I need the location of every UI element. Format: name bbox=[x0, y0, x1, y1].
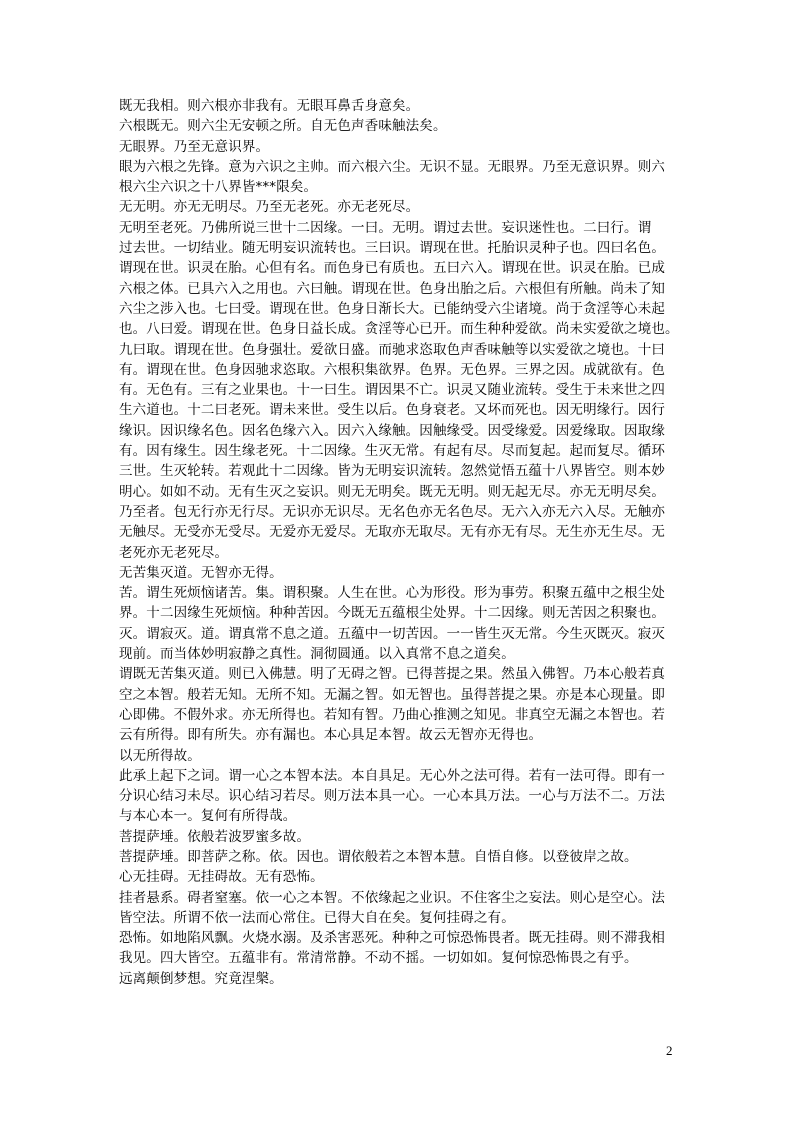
text-line: 也。八曰爱。谓现在世。色身日益长成。贪淫等心已开。而生种种爱欲。尚未实爱欲之境也。 bbox=[119, 321, 679, 338]
text-line: 界。十二因缘生死烦恼。种种苦因。今既无五蕴根尘处界。十二因缘。则无苦因之积聚也。 bbox=[119, 605, 665, 622]
text-line: 心无挂碍。无挂碍故。无有恐怖。 bbox=[119, 869, 324, 886]
text-line: 老死亦无老死尽。 bbox=[119, 544, 229, 561]
text-line: 九曰取。谓现在世。色身强壮。爱欲日盛。而驰求恣取色声香味触等以实爱欲之境也。十曰 bbox=[119, 341, 665, 358]
text-line: 既无我相。则六根亦非我有。无眼耳鼻舌身意矣。 bbox=[119, 98, 420, 114]
text-line: 根六尘六识之十八界皆***限矣。 bbox=[119, 179, 318, 196]
text-line: 挂者悬系。碍者窒塞。依一心之本智。不依缘起之业识。不住客尘之妄法。则心是空心。法 bbox=[119, 889, 665, 906]
text-line: 无无明。亦无无明尽。乃至无老死。亦无老死尽。 bbox=[119, 199, 420, 216]
text-line: 菩提萨埵。即菩萨之称。依。因也。谓依般若之本智本慧。自悟自修。以登彼岸之故。 bbox=[119, 848, 638, 865]
text-line: 无眼界。乃至无意识界。 bbox=[119, 138, 270, 155]
text-line: 心即佛。不假外求。亦无所得也。若知有智。乃曲心推测之知见。非真空无漏之本智也。若 bbox=[119, 706, 665, 723]
text-line: 有。无色有。三有之业果也。十一曰生。谓因果不亡。识灵又随业流转。受生于未来世之四 bbox=[119, 382, 665, 399]
text-line: 此承上起下之词。谓一心之本智本法。本自具足。无心外之法可得。若有一法可得。即有一 bbox=[119, 767, 665, 784]
body-text bbox=[119, 96, 679, 989]
text-line: 灭。谓寂灭。道。谓真常不息之道。五蕴中一切苦因。一一皆生灭无常。今生灭既灭。寂灭 bbox=[119, 625, 665, 642]
text-line: 六根既无。则六尘无安顿之所。自无色声香味触法矣。 bbox=[119, 118, 447, 135]
text-line: 菩提萨埵。依般若波罗蜜多故。 bbox=[119, 828, 311, 845]
text-line: 云有所得。即有所失。亦有漏也。本心具足本智。故云无智亦无得也。 bbox=[119, 727, 543, 744]
text-line: 谓现在世。识灵在胎。心但有名。而色身已有质也。五曰六入。谓现在世。识灵在胎。已成 bbox=[119, 260, 665, 277]
text-line: 现前。而当体妙明寂静之真性。洞彻圆通。以入真常不息之道矣。 bbox=[119, 646, 515, 663]
text-line: 分识心结习未尽。识心结习若尽。则万法本具一心。一心本具万法。一心与万法不二。万法 bbox=[119, 788, 665, 805]
text-line: 与本心本一。复何有所得哉。 bbox=[119, 808, 297, 825]
text-line: 三世。生灭轮转。若观此十二因缘。皆为无明妄识流转。忽然觉悟五蕴十八界皆空。则本妙 bbox=[119, 463, 665, 480]
text-line: 眼为六根之先锋。意为六识之主帅。而六根六尘。无识不显。无眼界。乃至无意识界。则六 bbox=[119, 158, 665, 175]
text-line: 六尘之涉入也。七曰受。谓现在世。色身日渐长大。已能纳受六尘诸境。尚于贪淫等心未起 bbox=[119, 300, 665, 317]
page-number: 2 bbox=[666, 1043, 673, 1058]
text-line: 无触尽。无受亦无受尽。无爱亦无爱尽。无取亦无取尽。无有亦无有尽。无生亦无生尽。无 bbox=[119, 524, 665, 541]
text-line: 明心。如如不动。无有生灭之妄识。则无无明矣。既无无明。则无起无尽。亦无无明尽矣。 bbox=[119, 483, 665, 500]
text-line: 过去世。一切结业。随无明妄识流转也。三曰识。谓现在世。托胎识灵种子也。四曰名色。 bbox=[119, 240, 665, 257]
text-line: 无苦集灭道。无智亦无得。 bbox=[119, 564, 283, 581]
text-line: 乃至者。包无行亦无行尽。无识亦无识尽。无名色亦无名色尽。无六入亦无六入尽。无触亦 bbox=[119, 503, 665, 520]
text-line: 有。谓现在世。色身因驰求恣取。六根积集欲界。色界。无色界。三界之因。成就欲有。色 bbox=[119, 361, 665, 378]
text-line: 恐怖。如地陷风飘。火烧水溺。及杀害恶死。种种之可惊恐怖畏者。既无挂碍。则不滞我相 bbox=[119, 930, 665, 947]
text-line: 以无所得故。 bbox=[119, 747, 201, 764]
text-line: 六根之体。已具六入之用也。六曰触。谓现在世。色身出胎之后。六根但有所触。尚未了知 bbox=[119, 280, 665, 297]
text-line: 生六道也。十二曰老死。谓未来世。受生以后。色身衰老。又坏而死也。因无明缘行。因行 bbox=[119, 402, 665, 419]
text-line: 无明至老死。乃佛所说三世十二因缘。一曰。无明。谓过去世。妄识迷性也。二曰行。谓 bbox=[119, 219, 652, 236]
text-line: 远离颠倒梦想。究竟涅槃。 bbox=[119, 970, 283, 987]
text-line: 我见。四大皆空。五蕴非有。常清常静。不动不摇。一切如如。复何惊恐怖畏之有乎。 bbox=[119, 950, 638, 967]
text-line: 有。因有缘生。因生缘老死。十二因缘。生灭无常。有起有尽。尽而复起。起而复尽。循环 bbox=[119, 443, 665, 460]
text-line: 空之本智。般若无知。无所不知。无漏之智。如无智也。虽得菩提之果。亦是本心现量。即 bbox=[119, 686, 665, 703]
text-line: 谓既无苦集灭道。则已入佛慧。明了无碍之智。已得菩提之果。然虽入佛智。乃本心般若真 bbox=[119, 666, 665, 683]
text-line: 缘识。因识缘名色。因名色缘六入。因六入缘触。因触缘受。因受缘爱。因爱缘取。因取缘 bbox=[119, 422, 665, 439]
text-line: 皆空法。所谓不依一法而心常住。已得大自在矣。复何挂碍之有。 bbox=[119, 909, 515, 926]
text-line: 苦。谓生死烦恼诸苦。集。谓积聚。人生在世。心为形役。形为事劳。积聚五蕴中之根尘处 bbox=[119, 585, 665, 602]
